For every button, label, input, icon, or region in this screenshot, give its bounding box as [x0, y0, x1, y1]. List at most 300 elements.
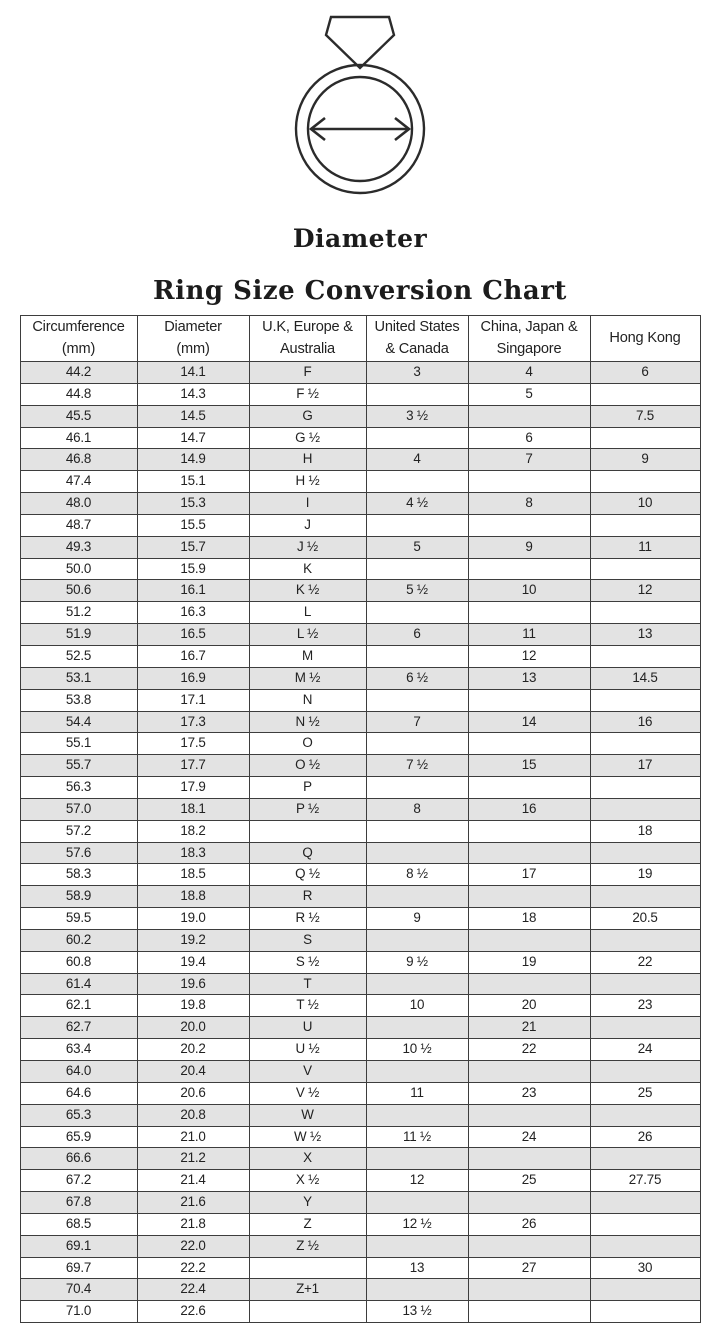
- table-cell: 14.3: [137, 383, 249, 405]
- table-cell: 11: [590, 536, 700, 558]
- table-row: [20, 427, 700, 449]
- table-cell: 19.8: [137, 995, 249, 1017]
- table-cell: [468, 777, 590, 799]
- table-cell: 20.2: [137, 1039, 249, 1061]
- table-cell: 59.5: [20, 908, 137, 930]
- diamond-shape: [326, 17, 394, 68]
- table-row: [20, 1126, 700, 1148]
- table-cell: [590, 1148, 700, 1170]
- table-cell: O ½: [249, 755, 366, 777]
- table-row: [20, 1082, 700, 1104]
- table-cell: [468, 733, 590, 755]
- table-cell: 10 ½: [366, 1039, 468, 1061]
- table-cell: P: [249, 777, 366, 799]
- column-header-hong-kong: Hong Kong: [590, 316, 700, 362]
- table-cell: L ½: [249, 624, 366, 646]
- table-cell: 10: [366, 995, 468, 1017]
- table-cell: [468, 514, 590, 536]
- table-cell: [590, 798, 700, 820]
- table-cell: 17.1: [137, 689, 249, 711]
- table-cell: Z ½: [249, 1235, 366, 1257]
- table-row: [20, 733, 700, 755]
- table-cell: 60.8: [20, 951, 137, 973]
- table-row: [20, 755, 700, 777]
- table-cell: 21.6: [137, 1192, 249, 1214]
- table-cell: 15.7: [137, 536, 249, 558]
- table-cell: [468, 1104, 590, 1126]
- table-cell: 66.6: [20, 1148, 137, 1170]
- table-cell: [468, 405, 590, 427]
- table-cell: 14: [468, 711, 590, 733]
- table-cell: [468, 1192, 590, 1214]
- table-cell: [366, 1061, 468, 1083]
- table-cell: 13: [366, 1257, 468, 1279]
- table-cell: 20.6: [137, 1082, 249, 1104]
- table-row: [20, 405, 700, 427]
- table-cell: [249, 1301, 366, 1323]
- table-cell: 19.0: [137, 908, 249, 930]
- table-cell: [366, 427, 468, 449]
- table-cell: 12 ½: [366, 1213, 468, 1235]
- table-cell: 7: [468, 449, 590, 471]
- table-row: [20, 973, 700, 995]
- table-row: [20, 864, 700, 886]
- table-cell: 20.5: [590, 908, 700, 930]
- table-header: [20, 316, 700, 362]
- table-cell: 8 ½: [366, 864, 468, 886]
- table-cell: R: [249, 886, 366, 908]
- table-cell: 16: [468, 798, 590, 820]
- table-cell: [590, 427, 700, 449]
- table-cell: 51.9: [20, 624, 137, 646]
- table-cell: 68.5: [20, 1213, 137, 1235]
- header-row: [20, 316, 700, 362]
- table-cell: X: [249, 1148, 366, 1170]
- table-cell: 65.3: [20, 1104, 137, 1126]
- table-row: [20, 711, 700, 733]
- table-row: [20, 1257, 700, 1279]
- table-cell: 46.1: [20, 427, 137, 449]
- table-cell: [590, 1061, 700, 1083]
- table-cell: 67.8: [20, 1192, 137, 1214]
- table-cell: [249, 820, 366, 842]
- table-cell: [468, 1279, 590, 1301]
- table-cell: 47.4: [20, 471, 137, 493]
- table-cell: [590, 689, 700, 711]
- table-cell: 44.2: [20, 362, 137, 384]
- diameter-arrow: [311, 118, 409, 140]
- table-row: [20, 449, 700, 471]
- table-cell: [366, 1148, 468, 1170]
- table-cell: Z: [249, 1213, 366, 1235]
- table-cell: G: [249, 405, 366, 427]
- table-cell: S ½: [249, 951, 366, 973]
- table-cell: 71.0: [20, 1301, 137, 1323]
- table-cell: 57.0: [20, 798, 137, 820]
- table-cell: 23: [590, 995, 700, 1017]
- table-row: [20, 1301, 700, 1323]
- ring-icon-container: [0, 6, 720, 200]
- table-cell: Q: [249, 842, 366, 864]
- table-cell: 69.7: [20, 1257, 137, 1279]
- table-cell: 6: [590, 362, 700, 384]
- table-cell: 26: [590, 1126, 700, 1148]
- table-cell: 16: [590, 711, 700, 733]
- table-cell: 27: [468, 1257, 590, 1279]
- table-cell: 22: [468, 1039, 590, 1061]
- table-cell: 4: [366, 449, 468, 471]
- table-cell: 14.7: [137, 427, 249, 449]
- table-cell: [590, 1192, 700, 1214]
- table-cell: 11 ½: [366, 1126, 468, 1148]
- table-cell: 56.3: [20, 777, 137, 799]
- table-row: [20, 493, 700, 515]
- table-cell: 24: [468, 1126, 590, 1148]
- table-cell: [366, 777, 468, 799]
- table-cell: [366, 558, 468, 580]
- table-cell: 6 ½: [366, 667, 468, 689]
- table-cell: [590, 514, 700, 536]
- table-cell: I: [249, 493, 366, 515]
- table-cell: 49.3: [20, 536, 137, 558]
- table-cell: 16.3: [137, 602, 249, 624]
- table-cell: [590, 842, 700, 864]
- table-cell: 13 ½: [366, 1301, 468, 1323]
- table-cell: 57.2: [20, 820, 137, 842]
- table-cell: [590, 733, 700, 755]
- table-row: [20, 1213, 700, 1235]
- table-cell: 17.3: [137, 711, 249, 733]
- table-cell: 16.1: [137, 580, 249, 602]
- table-cell: 21.4: [137, 1170, 249, 1192]
- column-header-diameter: Diameter (mm): [137, 316, 249, 362]
- table-cell: 9: [468, 536, 590, 558]
- table-cell: 21.0: [137, 1126, 249, 1148]
- table-cell: M ½: [249, 667, 366, 689]
- table-row: [20, 383, 700, 405]
- table-row: [20, 1061, 700, 1083]
- table-cell: [590, 777, 700, 799]
- table-cell: F: [249, 362, 366, 384]
- table-cell: 14.5: [590, 667, 700, 689]
- table-cell: 60.2: [20, 929, 137, 951]
- table-cell: 8: [366, 798, 468, 820]
- table-cell: 12: [590, 580, 700, 602]
- table-cell: 70.4: [20, 1279, 137, 1301]
- table-cell: 62.1: [20, 995, 137, 1017]
- table-cell: 55.7: [20, 755, 137, 777]
- table-cell: 53.1: [20, 667, 137, 689]
- table-cell: 50.6: [20, 580, 137, 602]
- table-row: [20, 580, 700, 602]
- table-row: [20, 471, 700, 493]
- table-cell: 23: [468, 1082, 590, 1104]
- table-cell: 18: [468, 908, 590, 930]
- table-cell: 22.2: [137, 1257, 249, 1279]
- table-cell: 9: [590, 449, 700, 471]
- table-cell: [468, 1061, 590, 1083]
- table-cell: J ½: [249, 536, 366, 558]
- table-cell: [468, 602, 590, 624]
- table-cell: 44.8: [20, 383, 137, 405]
- table-cell: 64.0: [20, 1061, 137, 1083]
- table-cell: V: [249, 1061, 366, 1083]
- table-cell: N ½: [249, 711, 366, 733]
- table-cell: [468, 1301, 590, 1323]
- table-cell: W: [249, 1104, 366, 1126]
- table-cell: 9: [366, 908, 468, 930]
- table-cell: 12: [468, 645, 590, 667]
- table-cell: 17.9: [137, 777, 249, 799]
- table-cell: Q ½: [249, 864, 366, 886]
- table-cell: 19.4: [137, 951, 249, 973]
- table-cell: H ½: [249, 471, 366, 493]
- table-cell: 13: [468, 667, 590, 689]
- table-cell: [366, 645, 468, 667]
- table-cell: 22.4: [137, 1279, 249, 1301]
- table-cell: 22: [590, 951, 700, 973]
- table-cell: 15.9: [137, 558, 249, 580]
- table-cell: 5 ½: [366, 580, 468, 602]
- table-cell: L: [249, 602, 366, 624]
- table-cell: 27.75: [590, 1170, 700, 1192]
- table-row: [20, 798, 700, 820]
- table-cell: 15.1: [137, 471, 249, 493]
- table-row: [20, 1170, 700, 1192]
- table-cell: 20: [468, 995, 590, 1017]
- table-cell: [468, 973, 590, 995]
- table-cell: 4 ½: [366, 493, 468, 515]
- table-cell: 58.3: [20, 864, 137, 886]
- table-cell: 19: [590, 864, 700, 886]
- table-cell: 5: [366, 536, 468, 558]
- table-cell: K ½: [249, 580, 366, 602]
- table-cell: 48.7: [20, 514, 137, 536]
- table-cell: 16.9: [137, 667, 249, 689]
- table-cell: [366, 886, 468, 908]
- table-cell: [590, 929, 700, 951]
- table-cell: N: [249, 689, 366, 711]
- table-cell: 61.4: [20, 973, 137, 995]
- table-cell: [590, 1279, 700, 1301]
- table-cell: 7: [366, 711, 468, 733]
- table-cell: [249, 1257, 366, 1279]
- table-cell: [366, 973, 468, 995]
- table-cell: V ½: [249, 1082, 366, 1104]
- table-cell: [468, 558, 590, 580]
- table-cell: 10: [468, 580, 590, 602]
- table-cell: [590, 1213, 700, 1235]
- table-cell: 20.8: [137, 1104, 249, 1126]
- table-cell: 46.8: [20, 449, 137, 471]
- table-cell: 8: [468, 493, 590, 515]
- table-cell: 19.6: [137, 973, 249, 995]
- table-cell: 64.6: [20, 1082, 137, 1104]
- table-row: [20, 886, 700, 908]
- table-cell: 10: [590, 493, 700, 515]
- table-cell: Z+1: [249, 1279, 366, 1301]
- table-cell: [366, 1104, 468, 1126]
- table-row: [20, 624, 700, 646]
- table-cell: 67.2: [20, 1170, 137, 1192]
- table-cell: [590, 558, 700, 580]
- table-row: [20, 362, 700, 384]
- table-cell: 25: [468, 1170, 590, 1192]
- table-cell: U ½: [249, 1039, 366, 1061]
- table-row: [20, 1017, 700, 1039]
- table-cell: [468, 1235, 590, 1257]
- table-cell: H: [249, 449, 366, 471]
- table-cell: [590, 973, 700, 995]
- table-cell: 3 ½: [366, 405, 468, 427]
- table-cell: R ½: [249, 908, 366, 930]
- table-cell: G ½: [249, 427, 366, 449]
- table-cell: 25: [590, 1082, 700, 1104]
- table-cell: [590, 1017, 700, 1039]
- table-row: [20, 689, 700, 711]
- table-cell: 11: [366, 1082, 468, 1104]
- table-cell: [468, 842, 590, 864]
- column-header-china-japan-singapore: China, Japan & Singapore: [468, 316, 590, 362]
- table-row: [20, 1235, 700, 1257]
- table-cell: 19: [468, 951, 590, 973]
- table-cell: 19.2: [137, 929, 249, 951]
- table-cell: [366, 383, 468, 405]
- table-cell: 63.4: [20, 1039, 137, 1061]
- table-cell: 18: [590, 820, 700, 842]
- table-row: [20, 929, 700, 951]
- table-cell: 69.1: [20, 1235, 137, 1257]
- table-cell: [468, 689, 590, 711]
- table-cell: 16.7: [137, 645, 249, 667]
- table-cell: 11: [468, 624, 590, 646]
- table-cell: [366, 602, 468, 624]
- table-cell: [590, 645, 700, 667]
- table-cell: [590, 383, 700, 405]
- table-cell: F ½: [249, 383, 366, 405]
- table-cell: 50.0: [20, 558, 137, 580]
- table-cell: 58.9: [20, 886, 137, 908]
- table-cell: 21: [468, 1017, 590, 1039]
- table-cell: 48.0: [20, 493, 137, 515]
- table-cell: 62.7: [20, 1017, 137, 1039]
- table-cell: 55.1: [20, 733, 137, 755]
- table-row: [20, 602, 700, 624]
- table-cell: S: [249, 929, 366, 951]
- table-row: [20, 558, 700, 580]
- table-cell: 17: [468, 864, 590, 886]
- table-row: [20, 842, 700, 864]
- table-cell: 45.5: [20, 405, 137, 427]
- table-cell: 14.1: [137, 362, 249, 384]
- table-cell: [366, 929, 468, 951]
- table-cell: 9 ½: [366, 951, 468, 973]
- table-cell: 57.6: [20, 842, 137, 864]
- table-cell: [366, 471, 468, 493]
- table-cell: 15.5: [137, 514, 249, 536]
- table-cell: 7 ½: [366, 755, 468, 777]
- table-cell: [366, 1017, 468, 1039]
- table-cell: 51.2: [20, 602, 137, 624]
- table-cell: [590, 602, 700, 624]
- conversion-table-body: [20, 362, 700, 1323]
- table-cell: P ½: [249, 798, 366, 820]
- table-cell: 18.8: [137, 886, 249, 908]
- diameter-label: Diameter: [292, 224, 428, 253]
- table-cell: 13: [590, 624, 700, 646]
- table-cell: T ½: [249, 995, 366, 1017]
- table-cell: [366, 1235, 468, 1257]
- table-cell: K: [249, 558, 366, 580]
- table-cell: 18.5: [137, 864, 249, 886]
- table-cell: 17.7: [137, 755, 249, 777]
- table-cell: [468, 471, 590, 493]
- table-row: [20, 777, 700, 799]
- table-cell: [366, 689, 468, 711]
- table-cell: 18.3: [137, 842, 249, 864]
- table-cell: 15: [468, 755, 590, 777]
- column-header-us-canada: United States & Canada: [366, 316, 468, 362]
- table-row: [20, 1104, 700, 1126]
- table-cell: 20.4: [137, 1061, 249, 1083]
- table-cell: [468, 929, 590, 951]
- table-cell: 20.0: [137, 1017, 249, 1039]
- table-cell: W ½: [249, 1126, 366, 1148]
- table-row: [20, 951, 700, 973]
- table-cell: 17: [590, 755, 700, 777]
- table-cell: 26: [468, 1213, 590, 1235]
- table-cell: [590, 886, 700, 908]
- table-row: [20, 1192, 700, 1214]
- table-cell: 22.6: [137, 1301, 249, 1323]
- table-row: [20, 667, 700, 689]
- table-row: [20, 536, 700, 558]
- table-cell: 21.2: [137, 1148, 249, 1170]
- table-cell: M: [249, 645, 366, 667]
- table-cell: 17.5: [137, 733, 249, 755]
- table-cell: [468, 886, 590, 908]
- table-cell: 22.0: [137, 1235, 249, 1257]
- table-cell: [590, 471, 700, 493]
- table-cell: 6: [366, 624, 468, 646]
- table-cell: [366, 1192, 468, 1214]
- table-cell: 24: [590, 1039, 700, 1061]
- table-row: [20, 908, 700, 930]
- column-header-uk-europe-australia: U.K, Europe & Australia: [249, 316, 366, 362]
- table-row: [20, 995, 700, 1017]
- table-cell: 52.5: [20, 645, 137, 667]
- table-cell: [590, 1104, 700, 1126]
- table-cell: T: [249, 973, 366, 995]
- page-title: Ring Size Conversion Chart: [153, 276, 567, 306]
- table-cell: 18.2: [137, 820, 249, 842]
- table-cell: 16.5: [137, 624, 249, 646]
- table-cell: [590, 1301, 700, 1323]
- table-row: [20, 514, 700, 536]
- table-cell: Y: [249, 1192, 366, 1214]
- table-cell: 54.4: [20, 711, 137, 733]
- table-cell: 12: [366, 1170, 468, 1192]
- ring-diameter-icon: [274, 6, 446, 200]
- table-cell: [366, 1279, 468, 1301]
- table-cell: X ½: [249, 1170, 366, 1192]
- table-cell: 6: [468, 427, 590, 449]
- table-cell: [468, 1148, 590, 1170]
- ring-size-conversion-table: [20, 315, 701, 1323]
- table-row: [20, 1279, 700, 1301]
- table-cell: 14.9: [137, 449, 249, 471]
- table-cell: 30: [590, 1257, 700, 1279]
